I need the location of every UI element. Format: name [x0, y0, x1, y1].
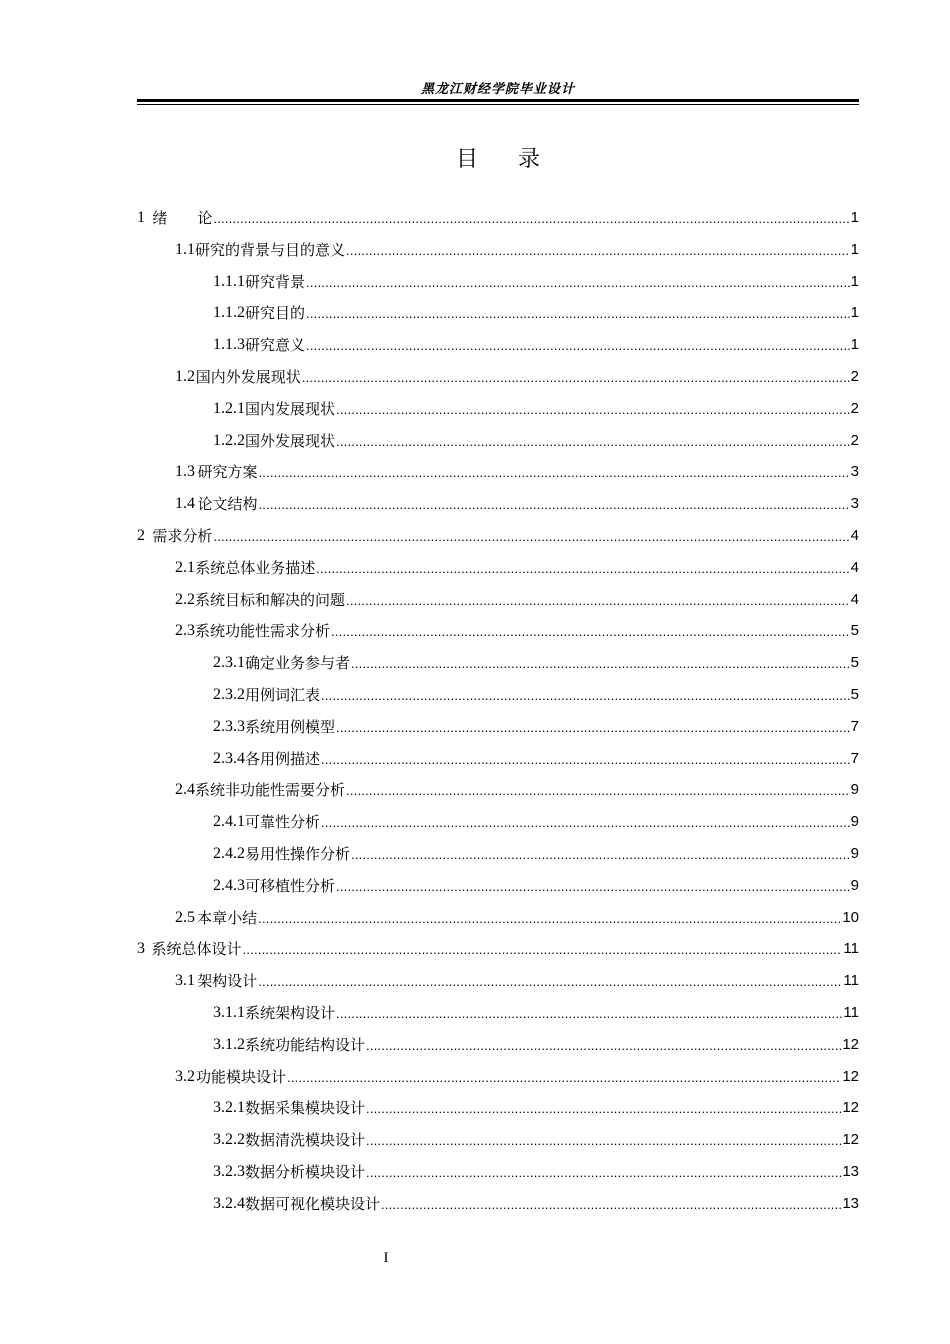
- toc-entry-page: 11: [843, 940, 859, 958]
- toc-entry[interactable]: [213, 705, 859, 737]
- toc-leader-dots: [306, 274, 850, 292]
- toc-entry-page: 1: [850, 240, 859, 258]
- toc-entry-page: 7: [850, 749, 859, 767]
- toc-entry-label: 可靠性分析: [245, 813, 321, 832]
- toc-leader-dots: [331, 623, 850, 641]
- toc-entry[interactable]: [175, 450, 859, 482]
- toc-entry-label: 系统非功能性需要分析: [195, 781, 346, 800]
- toc-leader-dots: [321, 814, 850, 832]
- toc-entry-label: 系统总体设计: [151, 940, 242, 959]
- toc-entry-number: 1.1: [175, 240, 195, 258]
- toc-leader-dots: [258, 464, 849, 482]
- toc-entry-number: 3.2.3: [213, 1163, 245, 1180]
- toc-entry[interactable]: [213, 800, 859, 832]
- toc-entry-label: 系统总体业务描述: [195, 558, 316, 577]
- toc-entry-label: 系统功能结构设计: [245, 1035, 366, 1054]
- toc-entry[interactable]: [213, 1118, 859, 1150]
- toc-entry-label: 研究目的: [245, 304, 306, 323]
- toc-leader-dots: [316, 560, 849, 578]
- toc-entry-number: 1.4: [175, 495, 195, 513]
- toc-entry-page: 4: [850, 590, 859, 608]
- toc-entry-page: 13: [842, 1194, 859, 1212]
- toc-entry-page: 4: [850, 527, 859, 544]
- toc-entry-label: 功能模块设计: [196, 1067, 287, 1086]
- toc-entry-number: 2.4.3: [213, 876, 245, 894]
- toc-entry[interactable]: [213, 323, 859, 355]
- toc-entry[interactable]: [175, 959, 859, 991]
- toc-entry-label: 研究方案: [197, 463, 258, 482]
- toc-entry-number: 3.2.4: [213, 1194, 245, 1212]
- toc-entry[interactable]: [137, 514, 859, 546]
- toc-entry-label: 研究意义: [245, 336, 306, 355]
- toc-entry-number: 2.4.1: [213, 813, 245, 831]
- toc-entry[interactable]: [213, 387, 859, 419]
- toc-entry-number: 3.1.2: [213, 1035, 245, 1053]
- toc-entry-number: 1: [137, 209, 145, 226]
- toc-leader-dots: [351, 655, 850, 673]
- toc-entry-page: 9: [850, 781, 859, 799]
- toc-leader-dots: [258, 910, 841, 928]
- toc-entry-number: 3.2.1: [213, 1099, 245, 1117]
- toc-entry-label: 研究背景: [245, 272, 306, 291]
- toc-entry[interactable]: [213, 291, 859, 323]
- toc-entry[interactable]: [175, 578, 859, 610]
- toc-leader-dots: [366, 1132, 841, 1150]
- toc-entry-label: 系统功能性需求分析: [195, 622, 331, 641]
- toc-entry-label: 绪 论: [152, 209, 213, 227]
- toc-entry[interactable]: [213, 1182, 859, 1214]
- toc-entry-label: 数据分析模块设计: [245, 1163, 366, 1181]
- toc-entry-page: 5: [850, 686, 859, 703]
- toc-leader-dots: [366, 1164, 841, 1182]
- toc-leader-dots: [346, 592, 850, 610]
- toc-entry-number: 2.3.1: [213, 654, 245, 672]
- toc-leader-dots: [321, 751, 850, 769]
- toc-entry[interactable]: [213, 1086, 859, 1118]
- toc-entry[interactable]: [213, 260, 859, 292]
- toc-entry[interactable]: [213, 832, 859, 864]
- toc-entry-page: 12: [842, 1131, 859, 1149]
- toc-entry-label: 论文结构: [197, 495, 258, 514]
- toc-entry[interactable]: [213, 419, 859, 451]
- running-header: 黑龙江财经学院毕业设计: [420, 82, 575, 97]
- toc-entry-number: 1.2.2: [213, 431, 245, 449]
- header-rule-thick: [137, 99, 859, 102]
- toc-entry-label: 国内外发展现状: [195, 368, 301, 386]
- toc-entry-page: 1: [850, 272, 859, 290]
- toc-entry-page: 12: [842, 1035, 859, 1053]
- toc-entry-page: 11: [843, 1004, 859, 1021]
- toc-entry-number: 2: [137, 527, 145, 544]
- toc-entry-page: 3: [850, 463, 859, 481]
- toc-leader-dots: [346, 782, 850, 800]
- toc-leader-dots: [302, 369, 850, 387]
- toc-entry-label: 易用性操作分析: [245, 845, 351, 863]
- toc-entry-page: 9: [850, 813, 859, 831]
- toc-entry[interactable]: [213, 864, 859, 896]
- toc-entry-label: 数据采集模块设计: [245, 1099, 366, 1118]
- toc-entry-label: 确定业务参与者: [245, 654, 351, 673]
- toc-entry-number: 3.2.2: [213, 1131, 245, 1149]
- toc-entry-page: 9: [850, 876, 859, 894]
- toc-entry[interactable]: [175, 355, 859, 387]
- toc-entry-page: 12: [842, 1067, 859, 1085]
- toc-entry-page: 2: [850, 431, 859, 449]
- toc-entry[interactable]: [175, 546, 859, 578]
- toc-entry-label: 国内发展现状: [245, 399, 336, 418]
- toc-entry-label: 架构设计: [197, 972, 258, 991]
- toc-leader-dots: [321, 687, 850, 705]
- toc-entry-label: 数据清洗模块设计: [245, 1131, 366, 1150]
- toc-entry-page: 5: [850, 654, 859, 672]
- toc-entry-number: 2.3: [175, 622, 195, 640]
- toc-entry-label: 系统用例模型: [245, 717, 336, 736]
- toc-entry[interactable]: [175, 896, 859, 928]
- toc-entry-label: 需求分析: [152, 527, 213, 545]
- toc-entry-label: 系统目标和解决的问题: [195, 590, 346, 609]
- toc-entry[interactable]: [175, 1055, 859, 1087]
- toc-entry-label: 数据可视化模块设计: [245, 1194, 381, 1213]
- toc-leader-dots: [336, 433, 850, 451]
- toc-leader-dots: [336, 719, 850, 737]
- toc-entry-label: 可移植性分析: [245, 876, 336, 895]
- toc-entry-number: 1.2: [175, 368, 195, 385]
- toc-entry-label: 研究的背景与目的意义: [195, 240, 346, 259]
- toc-entry-page: 9: [850, 845, 859, 862]
- toc-entry-number: 3.2: [175, 1067, 195, 1085]
- toc-entry-number: 1.3: [175, 463, 195, 481]
- toc-leader-dots: [366, 1100, 841, 1118]
- toc-entry-page: 1: [850, 304, 859, 322]
- toc-entry-page: 7: [850, 717, 859, 735]
- toc-leader-dots: [258, 496, 849, 514]
- toc-entry-number: 2.3.3: [213, 717, 245, 735]
- toc-entry-page: 4: [850, 558, 859, 576]
- toc-entry-number: 3: [137, 940, 145, 958]
- toc-entry[interactable]: [213, 641, 859, 673]
- toc-leader-dots: [346, 242, 850, 260]
- toc-entry[interactable]: [213, 737, 859, 769]
- toc-leader-dots: [213, 528, 849, 546]
- toc-entry[interactable]: [175, 768, 859, 800]
- toc-leader-dots: [306, 337, 850, 355]
- toc-entry-number: 1.1.2: [213, 304, 245, 322]
- toc-leader-dots: [336, 1005, 842, 1023]
- toc-entry[interactable]: [213, 1150, 859, 1182]
- toc-entry[interactable]: [213, 1023, 859, 1055]
- toc-entry-label: 本章小结: [197, 908, 258, 927]
- toc-leader-dots: [336, 878, 850, 896]
- toc-entry-number: 2.1: [175, 558, 195, 576]
- toc-leader-dots: [366, 1037, 841, 1055]
- toc-entry-page: 1: [850, 209, 859, 226]
- toc-entry[interactable]: [175, 482, 859, 514]
- toc-entry-page: 3: [850, 495, 859, 513]
- toc-entry-label: 用例词汇表: [245, 686, 321, 704]
- toc-entry-number: 1.1.1: [213, 272, 245, 290]
- toc-leader-dots: [336, 401, 850, 419]
- toc-entry[interactable]: [175, 228, 859, 260]
- toc-title: 目录: [455, 147, 580, 172]
- toc-entry-page: 10: [842, 908, 859, 926]
- toc-leader-dots: [306, 305, 850, 323]
- toc-entry-label: 国外发展现状: [245, 431, 336, 450]
- toc-entry-number: 2.2: [175, 590, 195, 608]
- toc-leader-dots: [258, 973, 842, 991]
- toc-leader-dots: [351, 846, 850, 864]
- toc-leader-dots: [213, 210, 849, 228]
- toc-entry-number: 2.5: [175, 908, 195, 926]
- toc-entry-page: 2: [850, 399, 859, 417]
- toc-entry-number: 2.4: [175, 781, 195, 799]
- toc-entry-number: 2.3.4: [213, 749, 245, 767]
- toc-entry-page: 1: [850, 336, 859, 354]
- toc-entry[interactable]: [213, 991, 859, 1023]
- toc-entry-page: 11: [843, 972, 859, 990]
- toc-entry-number: 2.3.2: [213, 686, 245, 703]
- toc-entry-page: 5: [850, 622, 859, 640]
- toc-entry-number: 1.1.3: [213, 336, 245, 354]
- toc-entry-page: 12: [842, 1099, 859, 1117]
- page-number: I: [383, 1250, 389, 1266]
- toc-entry[interactable]: [137, 927, 859, 959]
- toc-entry-page: 2: [850, 368, 859, 385]
- toc-entry-label: 各用例描述: [245, 749, 321, 768]
- toc-entry-number: 2.4.2: [213, 845, 245, 862]
- toc-leader-dots: [381, 1196, 841, 1214]
- toc-entry-label: 系统架构设计: [245, 1004, 336, 1022]
- toc-leader-dots: [287, 1069, 841, 1087]
- header-rule-thin: [137, 104, 859, 105]
- toc-entry-number: 1.2.1: [213, 399, 245, 417]
- toc-entry[interactable]: [137, 196, 859, 228]
- toc-entry-number: 3.1.1: [213, 1004, 245, 1021]
- toc-entry[interactable]: [175, 609, 859, 641]
- toc-entry-number: 3.1: [175, 972, 195, 990]
- toc-leader-dots: [243, 941, 843, 959]
- toc-entry[interactable]: [213, 673, 859, 705]
- toc-entry-page: 13: [842, 1163, 859, 1180]
